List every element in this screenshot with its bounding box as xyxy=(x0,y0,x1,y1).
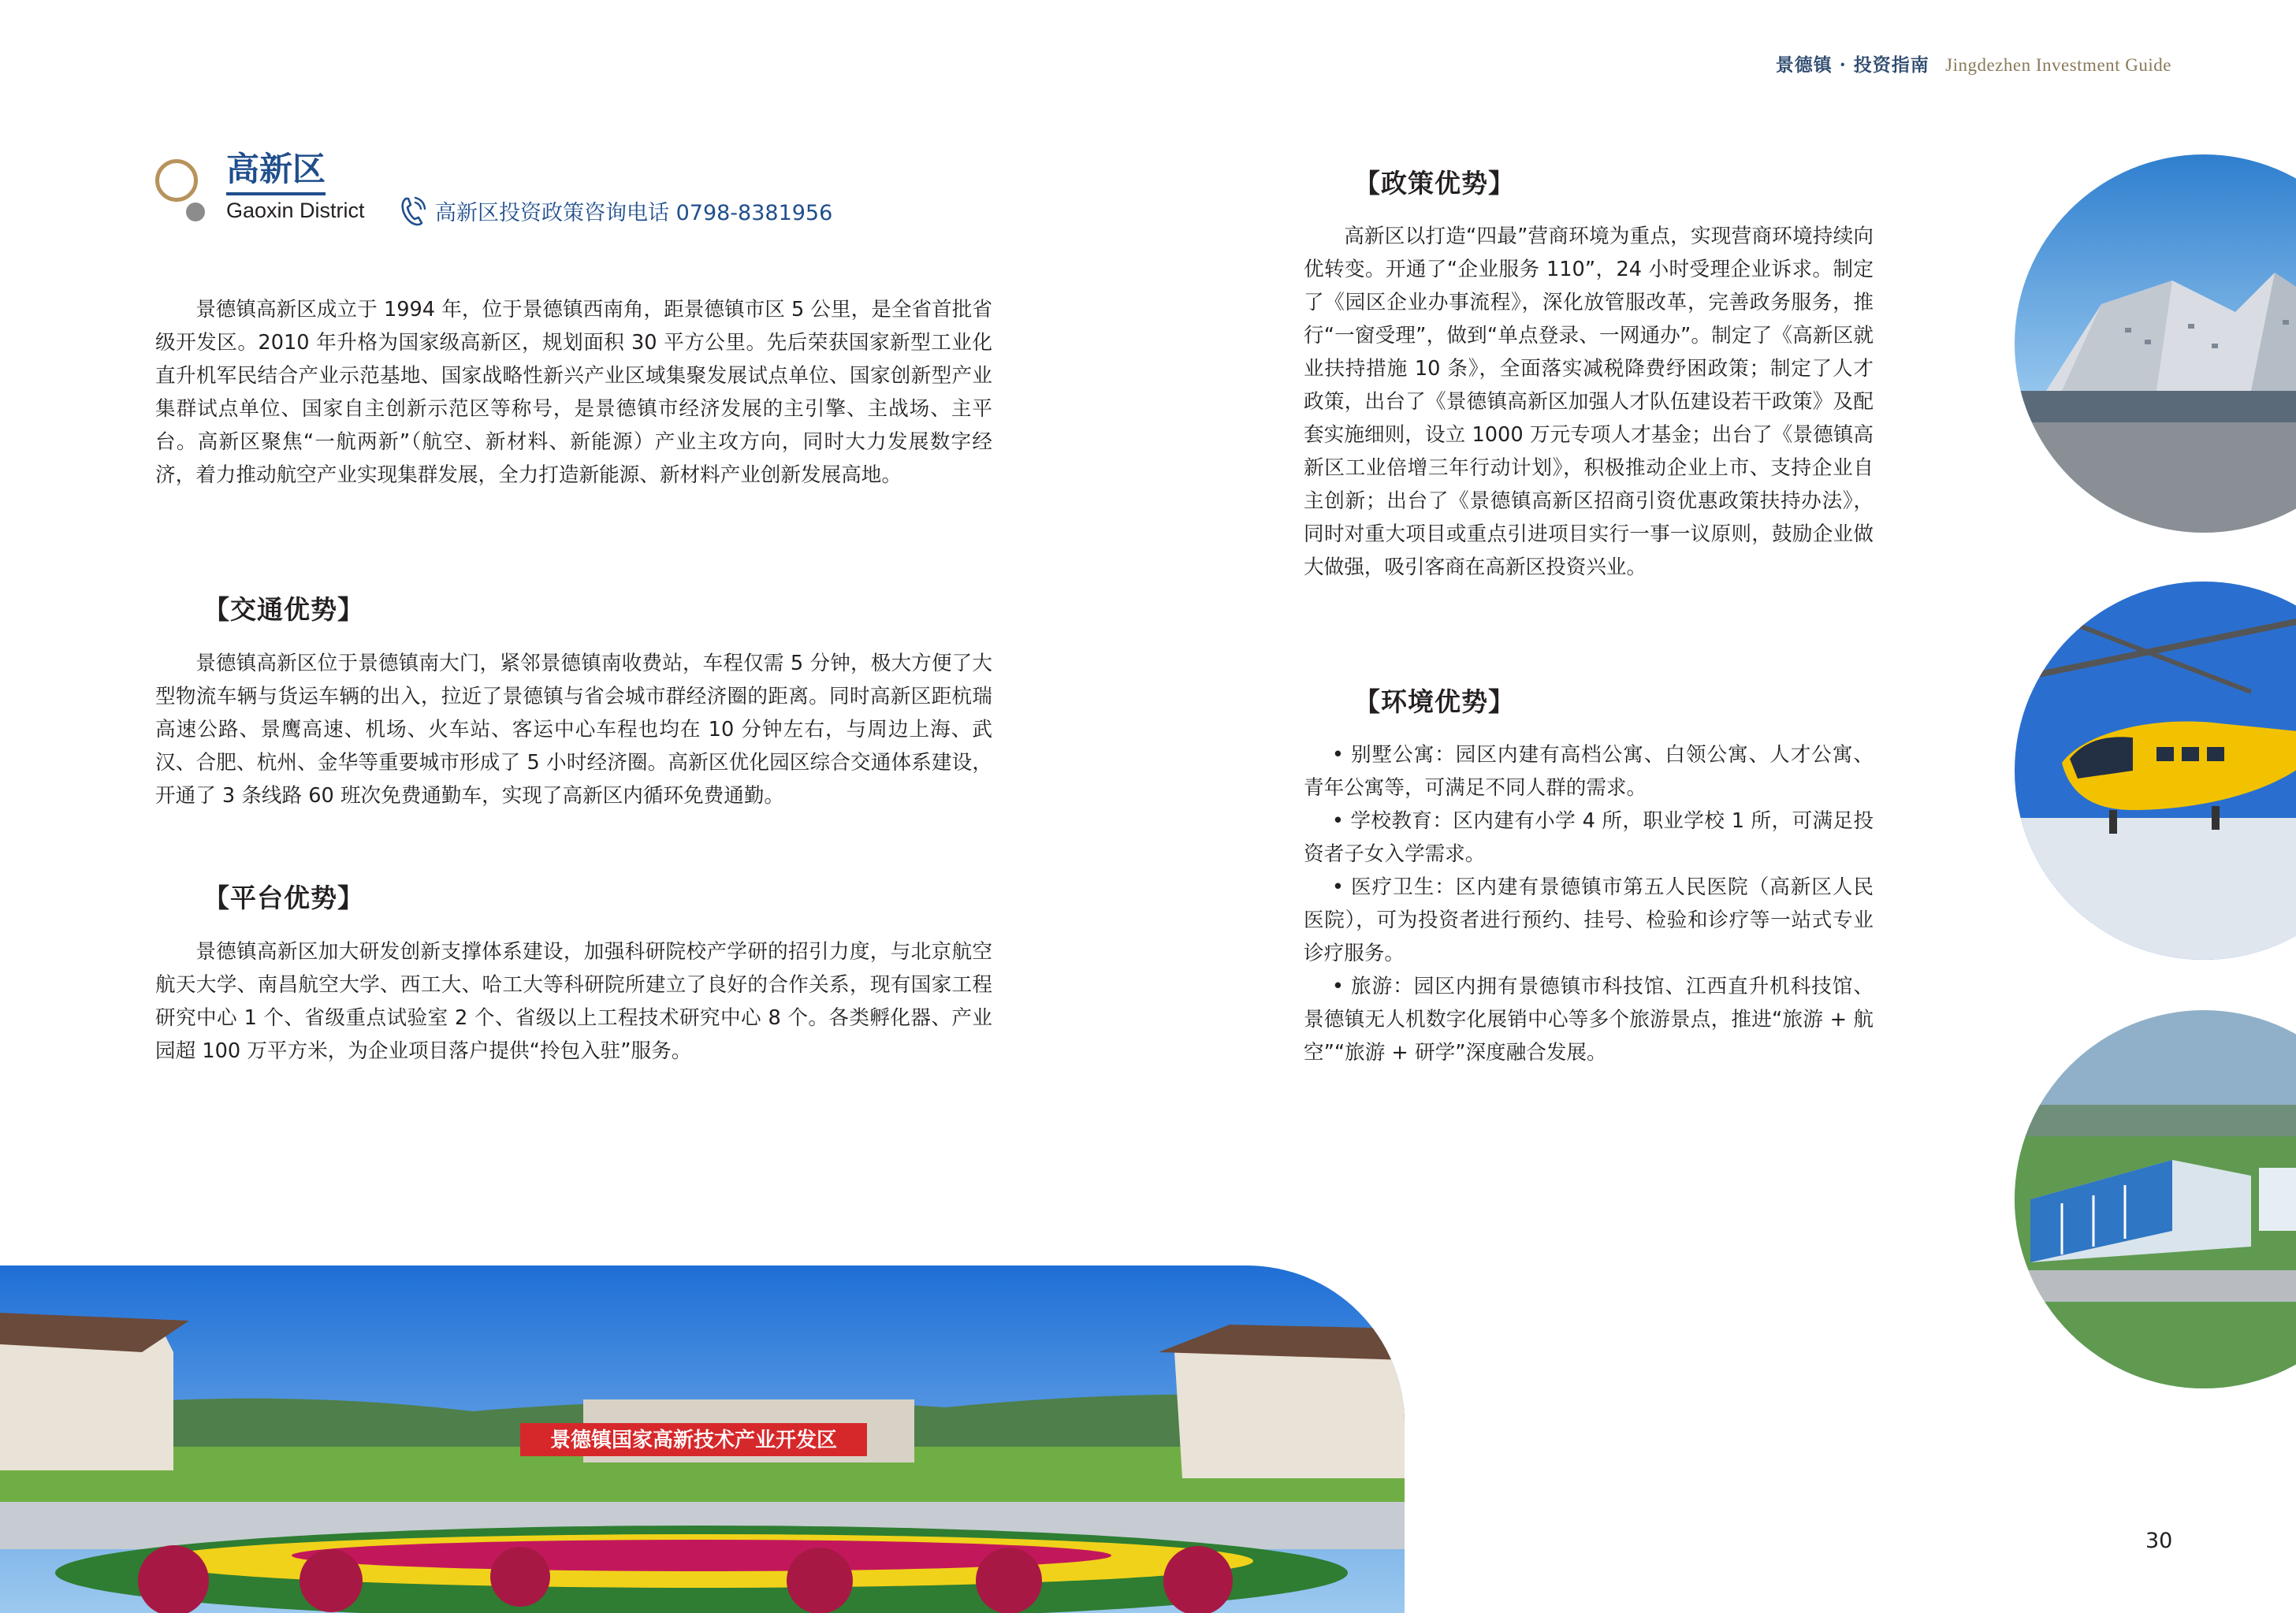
page-number: 30 xyxy=(2145,1529,2173,1553)
phone-icon xyxy=(398,195,426,227)
platform-paragraph: 景德镇高新区加大研发创新支撑体系建设，加强科研院校产学研的招引力度，与北京航空航天大学、南昌航空大学、西工大、哈工大等科研院所建立了良好的合作关系，现有国家工程研究中心 1 个、省级重点试验室 2 个、省级以上工程技术研究中心 8 个。各类孵化器、产业园超 100 万平方米，为企业项目落户提供“拎包入驻”服务。 xyxy=(155,940,992,1063)
running-header xyxy=(1776,50,2171,76)
policy-heading: 【政策优势】 xyxy=(1354,168,1515,199)
title-ring-icon xyxy=(155,159,198,202)
traffic-heading: 【交通优势】 xyxy=(203,594,364,625)
environment-item-medical: • 医疗卫生：区内建有景德镇市第五人民医院（高新区人民医院），可为投资者进行预约、挂号、检验和诊疗等一站式专业诊疗服务。 xyxy=(1304,875,1874,965)
photo-helicopter xyxy=(2015,582,2296,960)
section-title-en: Gaoxin District xyxy=(226,199,365,222)
environment-item-education: • 学校教育：区内建有小学 4 所，职业学校 1 所，可满足投资者子女入学需求。 xyxy=(1304,809,1874,866)
traffic-paragraph: 景德镇高新区位于景德镇南大门，紧邻景德镇南收费站，车程仅需 5 分钟，极大方便了大型物流车辆与货运车辆的出入，拉近了景德镇与省会城市群经济圈的距离。同时高新区距杭瑞高速公路、景鹰高速、机场、火车站、客运中心车程也均在 10 分钟左右，与周边上海、武汉、合肥、杭州、金华等重要城市形成了 5 小时经济圈。高新区优化园区综合交通体系建设，开通了 3 条线路 60 班次免费通勤车，实现了高新区内循环免费通勤。 xyxy=(155,652,992,808)
title-dot-icon xyxy=(186,203,205,221)
environment-item-tourism: • 旅游：园区内拥有景德镇市科技馆、江西直升机科技馆、景德镇无人机数字化展销中心等多个旅游景点，推进“旅游 + 航空”“旅游 + 研学”深度融合发展。 xyxy=(1304,975,1874,1065)
section-title: 高新区 xyxy=(226,148,326,195)
investment-hotline: 高新区投资政策咨询电话 0798-8381956 xyxy=(435,201,833,225)
gate-sign-text: 景德镇国家高新技术产业开发区 xyxy=(549,1429,838,1452)
intro-paragraph: 景德镇高新区成立于 1994 年，位于景德镇西南角，距景德镇市区 5 公里，是全省首批省级开发区。2010 年升格为国家级高新区，规划面积 30 平方公里。先后荣获国家新型工业化直升机军民结合产业示范基地、国家战略性新兴产业区域集聚发展试点单位、国家创新型产业集群试点单位、国家自主创新示范区等称号，是景德镇市经济发展的主引擎、主战场、主平台。高新区聚焦“一航两新”（航空、新材料、新能源）产业主攻方向，同时大力发展数字经济，着力推动航空产业实现集群发展，全力打造新能源、新材料产业创新发展高地。 xyxy=(155,298,992,487)
environment-item-housing: • 别墅公寓：园区内建有高档公寓、白领公寓、人才公寓、青年公寓等，可满足不同人群的需求。 xyxy=(1304,743,1874,800)
brand-cn: 景德镇 · 投资指南 xyxy=(1775,54,1929,76)
platform-heading: 【平台优势】 xyxy=(203,883,364,913)
brand-en: Jingdezhen Investment Guide xyxy=(1945,55,2171,75)
photo-industrial-park xyxy=(2015,1010,2296,1388)
policy-paragraph: 高新区以打造“四最”营商环境为重点，实现营商环境持续向优转变。开通了“企业服务 110”，24 小时受理企业诉求。制定了《园区企业办事流程》，深化放管服改革，完善政务服务，推行“一窗受理”，做到“单点登录、一网通办”。制定了《高新区就业扶持措施 10 条》，全面落实减税降费纾困政策；制定了人才政策，出台了《景德镇高新区加强人才队伍建设若干政策》及配套实施细则，设立 1000 万元专项人才基金；出台了《景德镇高新区工业倍增三年行动计划》，积极推动企业上市、支持企业自主创新；出台了《景德镇高新区招商引资优惠政策扶持办法》，同时对重大项目或重点引进项目实行一事一议原则，鼓励企业做大做强，吸引客商在高新区投资兴业。 xyxy=(1304,225,1874,579)
environment-heading: 【环境优势】 xyxy=(1354,686,1515,717)
environment-list xyxy=(1304,738,1874,1069)
photo-gaoxin-gate xyxy=(0,1265,1405,1613)
photo-science-museum xyxy=(2015,154,2296,533)
